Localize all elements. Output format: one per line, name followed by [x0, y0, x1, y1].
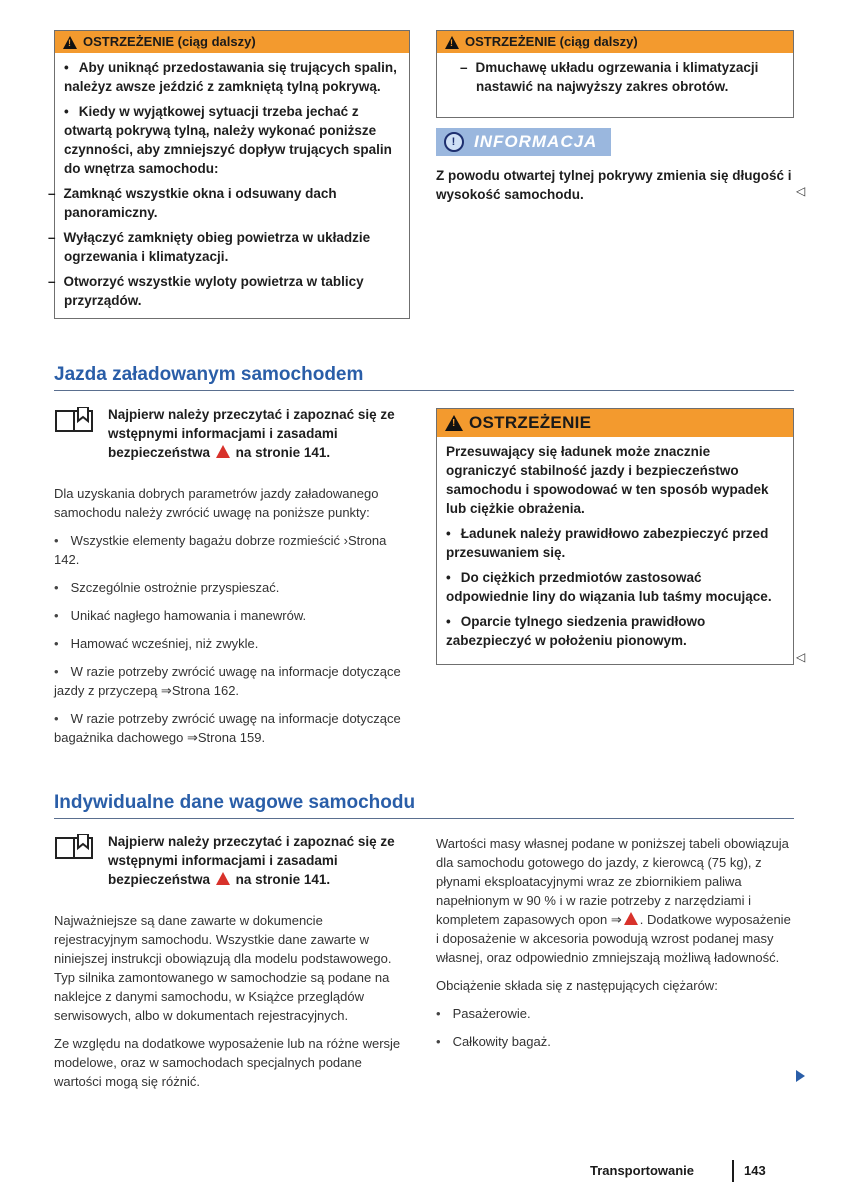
- warning-bullet: • Aby uniknąć przedostawania się trujących spalin, należyz awsze jeździć z zamkniętą tylną pokrywą.: [64, 58, 400, 96]
- warning-triangle-icon: [624, 912, 638, 925]
- body-paragraph: Obciążenie składa się z następujących ciężarów:: [436, 978, 718, 993]
- page-number: 143: [744, 1163, 766, 1178]
- read-first-notice: [54, 405, 408, 462]
- book-icon: [54, 834, 94, 860]
- footer-separator: [732, 1160, 734, 1182]
- information-title: INFORMACJA: [474, 132, 598, 151]
- body-paragraph: [436, 834, 792, 967]
- warning-triangle-icon: [216, 872, 230, 885]
- intro-paragraph: Dla uzyskania dobrych parametrów jazdy załadowanego samochodu należy zwrócić uwagę na poniższe punkty:: [54, 486, 379, 520]
- warning-header: [437, 31, 793, 53]
- list-item: • Całkowity bagaż.: [436, 1032, 792, 1051]
- list-item: • Unikać nagłego hamowania i manewrów.: [54, 606, 408, 625]
- continue-next-page-icon: [796, 1070, 805, 1082]
- information-block: [436, 128, 792, 204]
- warning-triangle-icon: [63, 36, 77, 49]
- warning-dash-item: – Zamknąć wszystkie okna i odsuwany dach panoramiczny.: [64, 184, 400, 222]
- read-first-text: Najpierw należy przeczytać i zapoznać się ze wstępnymi informacjami i zasadami bezpieczeństwa: [108, 407, 395, 460]
- information-text: Z powodu otwartej tylnej pokrywy zmienia się długość i wysokość samochodu.: [436, 168, 792, 202]
- body-paragraph: Ze względu na dodatkowe wyposażenie lub na różne wersje modelowe, oraz w samochodach specjalnych podane wartości mogą się różnić.: [54, 1036, 401, 1089]
- warning-title: OSTRZEŻENIE (ciąg dalszy): [465, 34, 638, 49]
- warning-box: [436, 408, 794, 665]
- list-item: • Wszystkie elementy bagażu dobrze rozmieścić ›Strona 142.: [54, 531, 408, 569]
- warning-bullet: • Ładunek należy prawidłowo zabezpieczyć przed przesuwaniem się.: [446, 524, 784, 562]
- warning-dash-item: – Wyłączyć zamknięty obieg powietrza w układzie ogrzewania i klimatyzacji.: [64, 228, 400, 266]
- list-item: • Szczególnie ostrożnie przyspieszać.: [54, 578, 408, 597]
- warning-triangle-icon: [445, 415, 463, 431]
- warning-header: [55, 31, 409, 53]
- warning-intro: Przesuwający się ładunek może znacznie ograniczyć stabilność jazdy i bezpieczeństwo samochodu i spowodować w ten sposób wypadek lub ciężkie obrażenia.: [446, 444, 769, 516]
- warning-continued-left: [54, 30, 410, 319]
- warning-dash-item: – Otworzyć wszystkie wyloty powietrza w tablicy przyrządów.: [64, 272, 400, 310]
- section-divider: [54, 818, 794, 819]
- body-text: . Dodatkowe wyposażenie i doposażenie w akcesoria powodują wzrost podanej masy własnej, oraz odpowiednio zmniejszają możliwą ładowność.: [436, 912, 791, 965]
- warning-dash-item: – Dmuchawę układu ogrzewania i klimatyzacji nastawić na najwyższy zakres obrotów.: [476, 58, 784, 96]
- warning-triangle-icon: [216, 445, 230, 458]
- footer-section-name: Transportowanie: [590, 1163, 695, 1178]
- read-first-text: Najpierw należy przeczytać i zapoznać się ze wstępnymi informacjami i zasadami bezpieczeństwa: [108, 834, 395, 887]
- read-first-notice: [54, 832, 408, 889]
- section-title: Indywidualne dane wagowe samochodu: [54, 792, 416, 813]
- list-item: • Pasażerowie.: [436, 1004, 792, 1023]
- section1-left-column: [54, 405, 408, 756]
- end-of-section-icon: ◁: [796, 184, 806, 198]
- warning-bullet: • Do ciężkich przedmiotów zastosować odpowiednie liny do wiązania lub taśmy mocujące.: [446, 568, 784, 606]
- warning-bullet: • Kiedy w wyjątkowej sytuacji trzeba jechać z otwartą pokrywą tylną, należy wykonać poniższe czynności, aby zmniejszyć dopływ trujących spalin do wnętrza samochodu:: [64, 102, 400, 178]
- section2-right-column: [436, 834, 792, 1060]
- read-first-page-ref: na stronie 141.: [235, 872, 331, 887]
- info-icon: !: [444, 132, 464, 152]
- body-paragraph: Najważniejsze są dane zawarte w dokumencie rejestracyjnym samochodu. Wszystkie dane zawarte w niniejszej instrukcji obowiązują dla modelu podstawowego. Typ silnika zamontowanego w samochodzie są podane na naklejce z danymi samochodu, w Książce przeglądów serwisowych, albo w dokumentach rejestracyjnych.: [54, 913, 392, 1023]
- end-of-section-icon: ◁: [796, 650, 806, 664]
- section-divider: [54, 390, 794, 391]
- warning-title: OSTRZEŻENIE (ciąg dalszy): [83, 34, 256, 49]
- book-icon: [54, 407, 94, 433]
- information-header: [436, 128, 611, 156]
- section-title: Jazda załadowanym samochodem: [54, 364, 364, 385]
- warning-triangle-icon: [445, 36, 459, 49]
- warning-bullet: • Oparcie tylnego siedzenia prawidłowo zabezpieczyć w położeniu pionowym.: [446, 612, 784, 650]
- body-text: Wartości masy własnej podane w poniższej tabeli obowiązuja dla samochodu gotowego do jazdy, z kierowcą (75 kg), z płynami eksploatacyjnymi wraz ze zbiornikiem paliwa napełnionym w 90 % i w razie potrzeby z narzędziami i kompletem zapasowych opon ⇒: [436, 836, 789, 927]
- list-item: • W razie potrzeby zwrócić uwagę na informacje dotyczące jazdy z przyczepą ⇒Strona 162.: [54, 662, 408, 700]
- read-first-page-ref: na stronie 141.: [235, 445, 331, 460]
- list-item: • Hamować wcześniej, niż zwykle.: [54, 634, 408, 653]
- list-item: • W razie potrzeby zwrócić uwagę na informacje dotyczące bagażnika dachowego ⇒Strona 159.: [54, 709, 408, 747]
- warning-continued-right: [436, 30, 794, 118]
- section2-left-column: [54, 832, 408, 1100]
- warning-header: [437, 409, 793, 437]
- warning-title: OSTRZEŻENIE: [469, 413, 592, 432]
